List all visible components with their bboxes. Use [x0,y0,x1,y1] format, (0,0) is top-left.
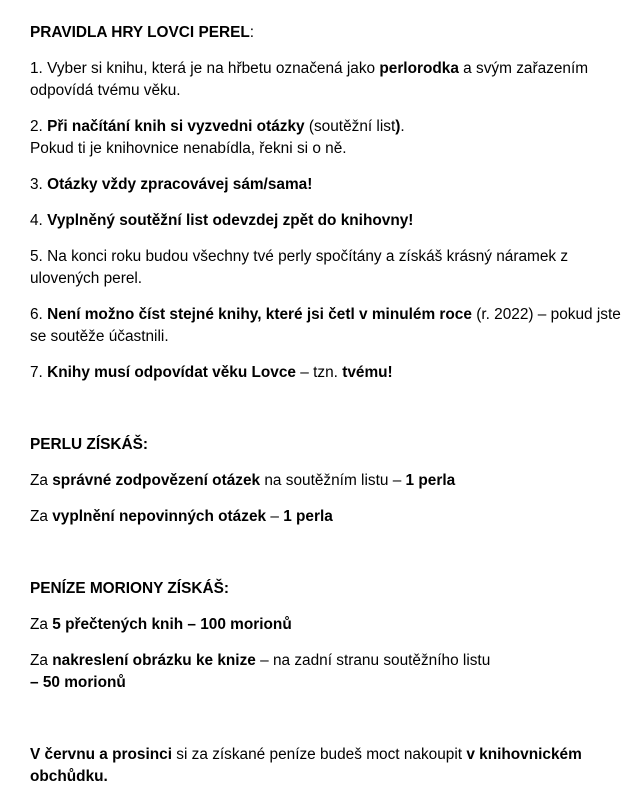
rule-1-text-end: a svým zařazením odpovídá tvému věku. [30,60,589,99]
coins-line-2-text: Za [30,652,53,669]
rule-7-bold-end: tvému! [342,364,393,381]
pearls-line-2-text: Za [30,508,53,525]
rule-2-text: (soutěžní list [304,118,396,135]
rule-2-line2: Pokud ti je knihovnice nenabídla, řekni si o ně. [30,140,347,157]
rules-title-text: PRAVIDLA HRY LOVCI PEREL [30,24,250,41]
rule-7-bold: Knihy musí odpovídat věku Lovce [42,364,296,381]
pearls-line-1-reward: 1 perla [405,472,456,489]
footer-bold-start: V červnu a prosinci [30,746,172,763]
rule-4-number: 4. [30,212,43,229]
rule-4 [30,210,630,232]
rule-7-text: – tzn. [296,364,343,381]
footer-note [30,744,630,788]
rule-5-text: Na konci roku budou všechny tvé perly spočítány a získáš krásný náramek z ulovených perel. [30,248,569,287]
rule-1-bold: perlorodka [379,60,459,77]
rules-title-colon: : [249,24,255,41]
coins-line-1-text: Za [30,616,53,633]
pearls-line-2-bold: vyplnění nepovinných otázek [52,508,267,525]
document-page [30,22,630,788]
rule-1 [30,58,630,102]
pearls-line-1 [30,470,630,492]
rule-2 [30,116,630,160]
coins-heading [30,578,630,600]
rule-6-number: 6. [30,306,43,323]
pearls-line-1-text: Za [30,472,53,489]
rules-title [30,22,630,44]
coins-line-2-text-mid: – na zadní stranu soutěžního listu [255,652,491,669]
rule-5 [30,246,630,290]
pearls-heading [30,434,630,456]
coins-line-2-reward: – 50 morionů [30,674,126,691]
coins-line-1-bold: 5 přečtených knih – 100 morionů [52,616,292,633]
coins-line-1 [30,614,630,636]
rule-6-text: (r. 2022) – pokud jste se soutěže účastnili. [30,306,621,345]
footer-bold-end: v knihovnickém obchůdku. [30,746,582,785]
pearls-line-2-text-mid: – [266,508,284,525]
rule-2-bold: Při načítání knih si vyzvedni otázky [42,118,305,135]
rule-3-bold: Otázky vždy zpracovávej sám/sama! [42,176,313,193]
pearls-line-1-bold: správné zodpovězení otázek [52,472,261,489]
coins-line-2-bold: nakreslení obrázku ke knize [52,652,256,669]
rule-4-bold: Vyplněný soutěžní list odevzdej zpět do knihovny! [42,212,414,229]
coins-line-2 [30,650,630,694]
rule-1-text: Vyber si knihu, která je na hřbetu označená jako [42,60,380,77]
pearls-heading-text: PERLU ZÍSKÁŠ: [30,436,148,453]
rule-2-number: 2. [30,118,43,135]
rule-2-period: . [400,118,405,135]
rule-7-number: 7. [30,364,43,381]
rule-3 [30,174,630,196]
rule-5-number: 5. [30,248,43,265]
coins-heading-text: PENÍZE MORIONY ZÍSKÁŠ: [30,580,229,597]
rule-7 [30,362,630,384]
rule-1-number: 1. [30,60,43,77]
pearls-line-2-reward: 1 perla [283,508,333,525]
pearls-line-2 [30,506,630,528]
footer-text: si za získané peníze budeš moct nakoupit [172,746,467,763]
rule-6 [30,304,630,348]
rule-6-bold: Není možno číst stejné knihy, které jsi četl v minulém roce [42,306,472,323]
rule-2-paren: ) [395,118,401,135]
rule-3-number: 3. [30,176,43,193]
pearls-line-1-text-mid: na soutěžním listu – [260,472,406,489]
